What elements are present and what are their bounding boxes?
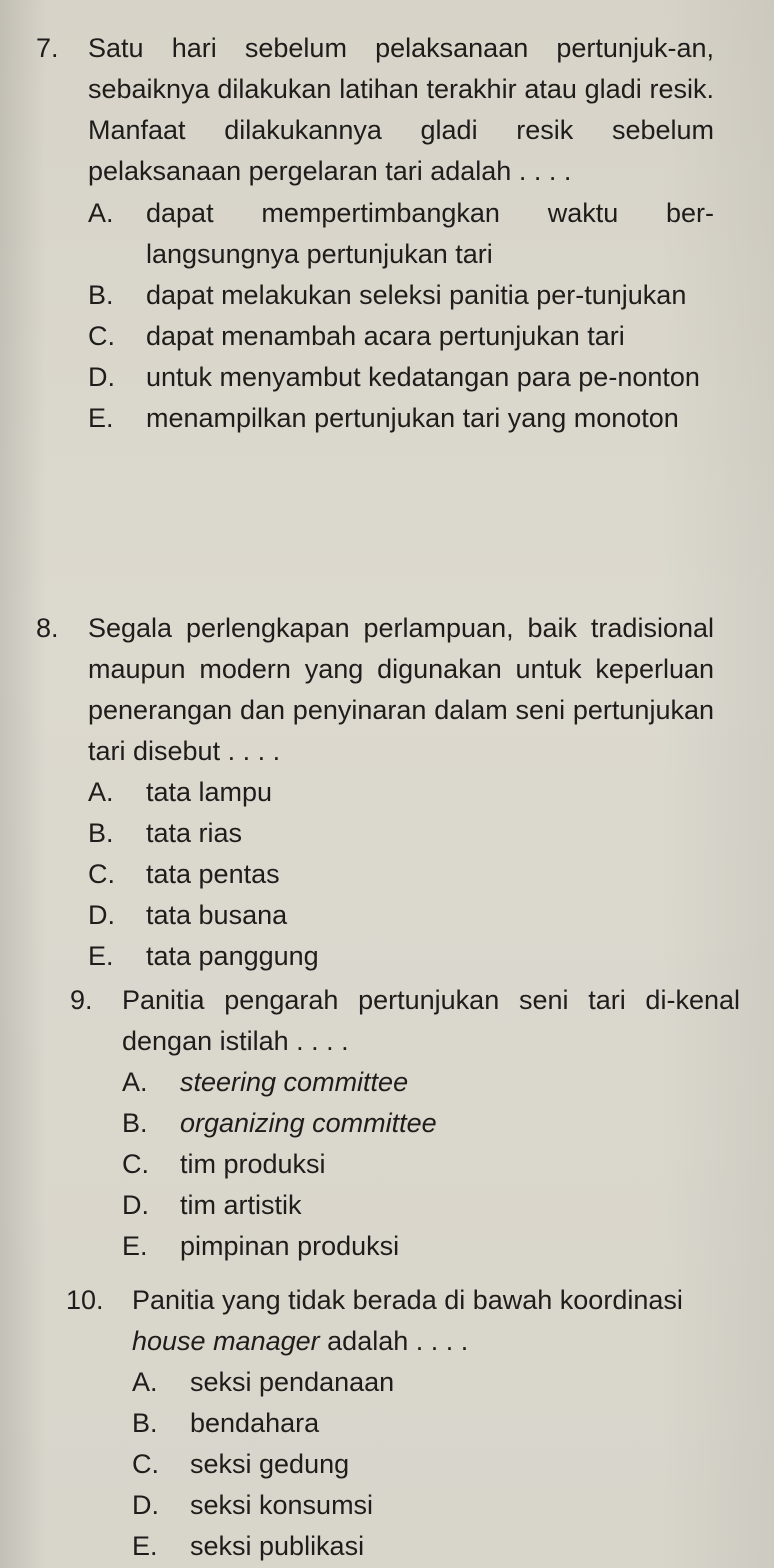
option-letter: C. xyxy=(122,1149,149,1179)
option-letter: A. xyxy=(88,777,114,807)
option-c xyxy=(88,854,714,895)
option-letter: C. xyxy=(132,1449,159,1479)
option-d xyxy=(88,357,714,398)
option-text: dapat menambah acara pertunjukan tari xyxy=(146,321,625,351)
option-list xyxy=(88,193,714,439)
option-c xyxy=(132,1444,744,1485)
option-b xyxy=(132,1403,744,1444)
option-list xyxy=(122,1062,740,1267)
option-letter: D. xyxy=(132,1490,159,1520)
question-number: 10. xyxy=(66,1285,104,1315)
option-d xyxy=(132,1485,744,1526)
question-stem-text: Panitia yang tidak berada di bawah koordinasi xyxy=(132,1285,683,1315)
option-d xyxy=(122,1185,740,1226)
option-text: tim produksi xyxy=(180,1149,326,1179)
option-e xyxy=(122,1226,740,1267)
option-e xyxy=(88,936,714,977)
option-letter: B. xyxy=(88,818,114,848)
option-text: tata panggung xyxy=(146,941,319,971)
option-letter: B. xyxy=(88,280,114,310)
option-letter: A. xyxy=(122,1067,148,1097)
option-b xyxy=(122,1103,740,1144)
option-letter: E. xyxy=(132,1531,158,1561)
option-letter: C. xyxy=(88,859,115,889)
option-letter: C. xyxy=(88,321,115,351)
option-text: tata pentas xyxy=(146,859,280,889)
question-number: 8. xyxy=(36,613,59,643)
question-stem xyxy=(132,1280,744,1362)
question-stem-text: adalah . . . . xyxy=(327,1326,469,1356)
question-stem: Segala perlengkapan perlampuan, baik tradisional maupun modern yang digunakan untuk keperluan penerangan dan penyinaran dalam seni pertunjukan tari disebut . . . . xyxy=(88,613,714,766)
option-letter: D. xyxy=(122,1190,149,1220)
question-10 xyxy=(66,1280,744,1567)
option-text: menampilkan pertunjukan tari yang monoton xyxy=(146,403,679,433)
option-text: tim artistik xyxy=(180,1190,302,1220)
option-text: seksi publikasi xyxy=(190,1531,365,1561)
option-letter: B. xyxy=(122,1108,148,1138)
option-letter: D. xyxy=(88,362,115,392)
option-list xyxy=(88,772,714,977)
option-text: seksi pendanaan xyxy=(190,1367,395,1397)
option-text: dapat mempertimbangkan waktu ber-langsungnya pertunjukan tari xyxy=(146,198,714,269)
option-text: seksi gedung xyxy=(190,1449,350,1479)
option-text: organizing committee xyxy=(180,1108,437,1138)
option-a xyxy=(132,1362,744,1403)
option-text: bendahara xyxy=(190,1408,320,1438)
option-d xyxy=(88,895,714,936)
option-text: tata rias xyxy=(146,818,243,848)
option-c xyxy=(122,1144,740,1185)
option-a xyxy=(88,193,714,275)
question-number: 9. xyxy=(70,985,93,1015)
option-letter: A. xyxy=(88,198,114,228)
question-9 xyxy=(70,980,740,1267)
question-8 xyxy=(36,608,714,977)
option-text: seksi konsumsi xyxy=(190,1490,374,1520)
option-a xyxy=(122,1062,740,1103)
option-letter: E. xyxy=(122,1231,148,1261)
question-stem: Panitia pengarah pertunjukan seni tari di-kenal dengan istilah . . . . xyxy=(122,985,740,1056)
option-letter: B. xyxy=(132,1408,158,1438)
question-stem: Satu hari sebelum pelaksanaan pertunjuk-an, sebaiknya dilakukan latihan terakhir atau gladi resik. Manfaat dilakukannya gladi resik sebelum pelaksanaan pergelaran tari adalah . . . . xyxy=(88,33,714,186)
question-7 xyxy=(36,28,714,439)
option-text: pimpinan produksi xyxy=(180,1231,400,1261)
option-b xyxy=(88,275,714,316)
option-text: steering committee xyxy=(180,1067,409,1097)
question-number: 7. xyxy=(36,33,59,63)
option-text: tata lampu xyxy=(146,777,273,807)
option-b xyxy=(88,813,714,854)
option-text: untuk menyambut kedatangan para pe-nonton xyxy=(146,362,700,392)
option-a xyxy=(88,772,714,813)
option-text: tata busana xyxy=(146,900,288,930)
option-letter: E. xyxy=(88,403,114,433)
option-letter: E. xyxy=(88,941,114,971)
option-c xyxy=(88,316,714,357)
option-e xyxy=(88,398,714,439)
question-stem-term: house manager xyxy=(132,1326,320,1356)
option-letter: A. xyxy=(132,1367,158,1397)
option-list xyxy=(132,1362,744,1567)
option-letter: D. xyxy=(88,900,115,930)
option-text: dapat melakukan seleksi panitia per-tunjukan xyxy=(146,280,687,310)
option-e xyxy=(132,1526,744,1567)
